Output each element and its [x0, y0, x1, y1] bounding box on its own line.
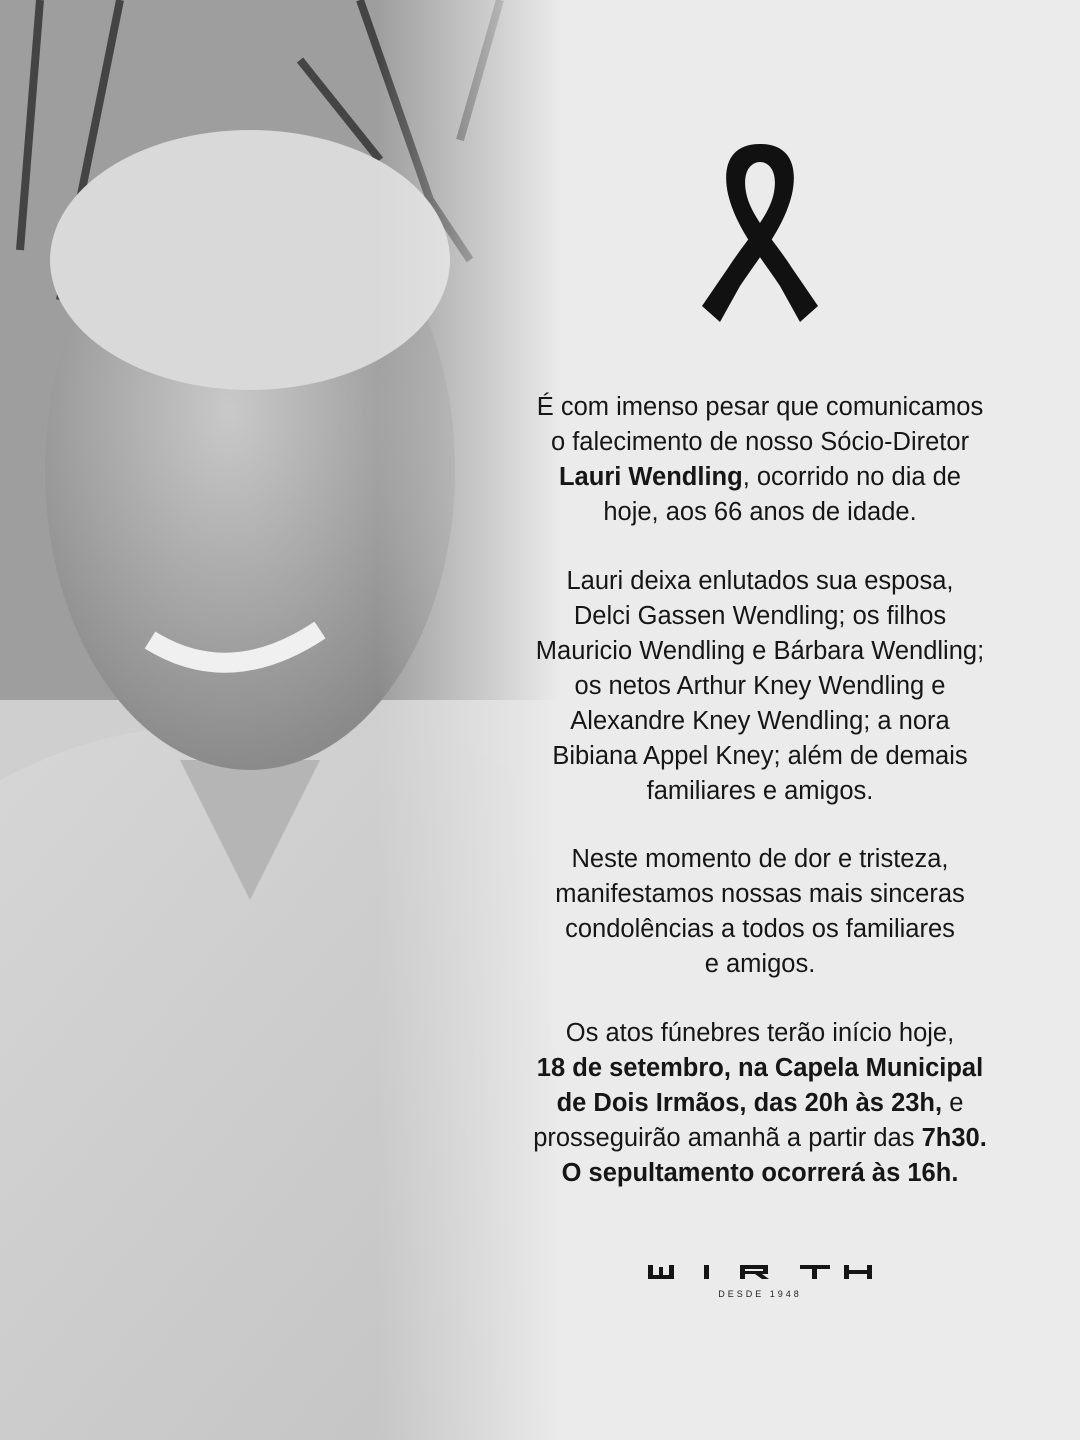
text-segment: prosseguirão amanhã a partir das: [533, 1124, 922, 1152]
text-line: Neste momento de dor e tristeza,: [571, 845, 949, 873]
text-line: [480, 1086, 1040, 1121]
text-line: [480, 460, 1040, 495]
funeral-details-paragraph: [480, 1016, 1040, 1191]
family-paragraph: [480, 564, 1040, 809]
text-segment: , ocorrido no dia de: [742, 463, 961, 491]
text-line: [480, 1121, 1040, 1156]
text-line: Alexandre Kney Wendling; a nora: [570, 707, 950, 735]
text-segment: e: [942, 1089, 964, 1117]
text-line: Os atos fúnebres terão início hoje,: [565, 1019, 955, 1047]
text-segment-bold: de Dois Irmãos, das 20h às 23h,: [556, 1089, 943, 1117]
wirth-logo: [640, 1262, 880, 1299]
text-line: os netos Arthur Kney Wendling e: [574, 672, 946, 700]
text-line: [480, 1156, 1040, 1191]
text-line: condolências a todos os familiares: [565, 915, 955, 943]
text-line: [480, 1051, 1040, 1086]
text-line: familiares e amigos.: [646, 777, 874, 805]
logo-tagline: DESDE 1948: [718, 1289, 802, 1299]
deceased-name: Lauri Wendling: [558, 463, 743, 491]
text-line: Lauri deixa enlutados sua esposa,: [566, 567, 954, 595]
wirth-wordmark: [648, 1262, 872, 1280]
text-line: É com imenso pesar que comunicamos: [536, 393, 984, 421]
text-line: Mauricio Wendling e Bárbara Wendling;: [535, 637, 985, 665]
condolences-paragraph: [480, 842, 1040, 982]
text-segment-bold: 18 de setembro, na Capela Municipal: [536, 1054, 984, 1082]
mourning-ribbon-icon: [700, 136, 820, 328]
text-segment-bold: 7h30.: [921, 1124, 987, 1152]
text-line: o falecimento de nosso Sócio-Diretor: [550, 428, 970, 456]
text-segment-bold: O sepultamento ocorrerá às 16h.: [561, 1159, 959, 1187]
text-line: Delci Gassen Wendling; os filhos: [573, 602, 947, 630]
text-line: hoje, aos 66 anos de idade.: [603, 498, 917, 526]
announcement-paragraph-1: [480, 390, 1040, 530]
text-line: Bibiana Appel Kney; além de demais: [552, 742, 968, 770]
text-line: e amigos.: [704, 950, 816, 978]
text-line: manifestamos nossas mais sinceras: [555, 880, 965, 908]
